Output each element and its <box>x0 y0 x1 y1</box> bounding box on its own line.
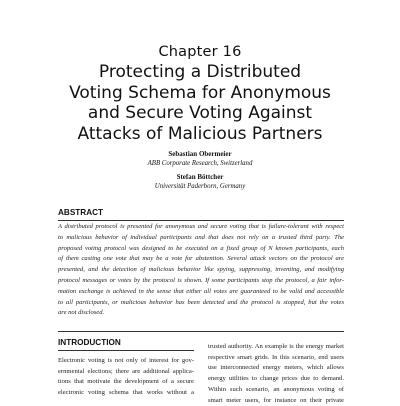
author-name: Sebastian Obermeier <box>168 150 232 158</box>
author-affiliation: ABB Corporate Research, Switzerland <box>147 160 253 167</box>
abstract-line: presented, and the detection of malicious behavior like spying, suppressing, inventing, and modifying <box>58 266 344 274</box>
abstract-line: A distributed protocol is presented for anonymous and secure voting that is failure-tolerant with respect <box>58 223 344 230</box>
abstract-body <box>58 222 344 319</box>
chapter-title-line: and Secure Voting Against <box>87 103 313 123</box>
chapter-title <box>20 62 380 144</box>
author-block <box>0 173 400 191</box>
abstract-line: mation exchange is achieved in the sense that either all votes are guaranteed to be valid and accessible <box>58 287 344 295</box>
chapter-number: Chapter 16 <box>158 44 242 60</box>
author-block <box>0 150 400 168</box>
abstract-line: of them casting one vote that may be a vote for abstention. Several attack vectors on the protocol are <box>58 255 344 263</box>
chapter-title-line: Attacks of Malicious Partners <box>77 123 323 144</box>
abstract-bottom-rule <box>58 331 344 332</box>
body-line: tions that motivate the development of a secure <box>58 378 194 386</box>
introduction-rule <box>58 350 194 351</box>
body-line: Electronic voting is not only of interest for gov- <box>58 357 194 364</box>
abstract-line: proposed voting protocol was designed to be executed on a fixed group of N known participants, each <box>58 244 344 252</box>
body-line: smart meter users, for instance on their private <box>208 396 344 404</box>
body-line: energy utilities to change prices due to demand. <box>208 375 344 383</box>
abstract-heading: ABSTRACT <box>58 208 104 217</box>
author-affiliation: Universität Paderborn, Germany <box>154 183 246 190</box>
introduction-left-column <box>58 356 194 399</box>
introduction-right-column <box>208 342 344 406</box>
abstract-line: to malicious behavior of individual participants and that does not rely on a trusted third party. The <box>58 233 344 241</box>
body-line: ernmental elections; there are additional applica- <box>58 367 194 375</box>
abstract-line: to all participants, or malicious behavior has been detected and the protocol is stopped, but the votes <box>58 298 344 306</box>
body-line: electronic voting schema that works without a <box>58 389 194 397</box>
body-line: use interconnected energy meters, which allows <box>208 364 344 372</box>
body-line: Within such scenario, an anonymous voting of <box>208 385 344 393</box>
abstract-line: protocol messages or votes by the protocol is shown. If some participants stop the protocol, a fair infor- <box>58 276 344 284</box>
body-line: trusted authority. An example is the energy market <box>208 343 344 350</box>
body-line: respective smart grids. In this scenario, end users <box>208 353 344 361</box>
author-name: Stefan Böttcher <box>176 173 224 181</box>
chapter-title-line: Protecting a Distributed <box>98 62 302 82</box>
introduction-heading: INTRODUCTION <box>58 338 121 347</box>
abstract-line: are not disclosed. <box>58 309 105 317</box>
chapter-title-line: Voting Schema for Anonymous <box>69 82 331 103</box>
abstract-top-rule <box>58 220 344 221</box>
